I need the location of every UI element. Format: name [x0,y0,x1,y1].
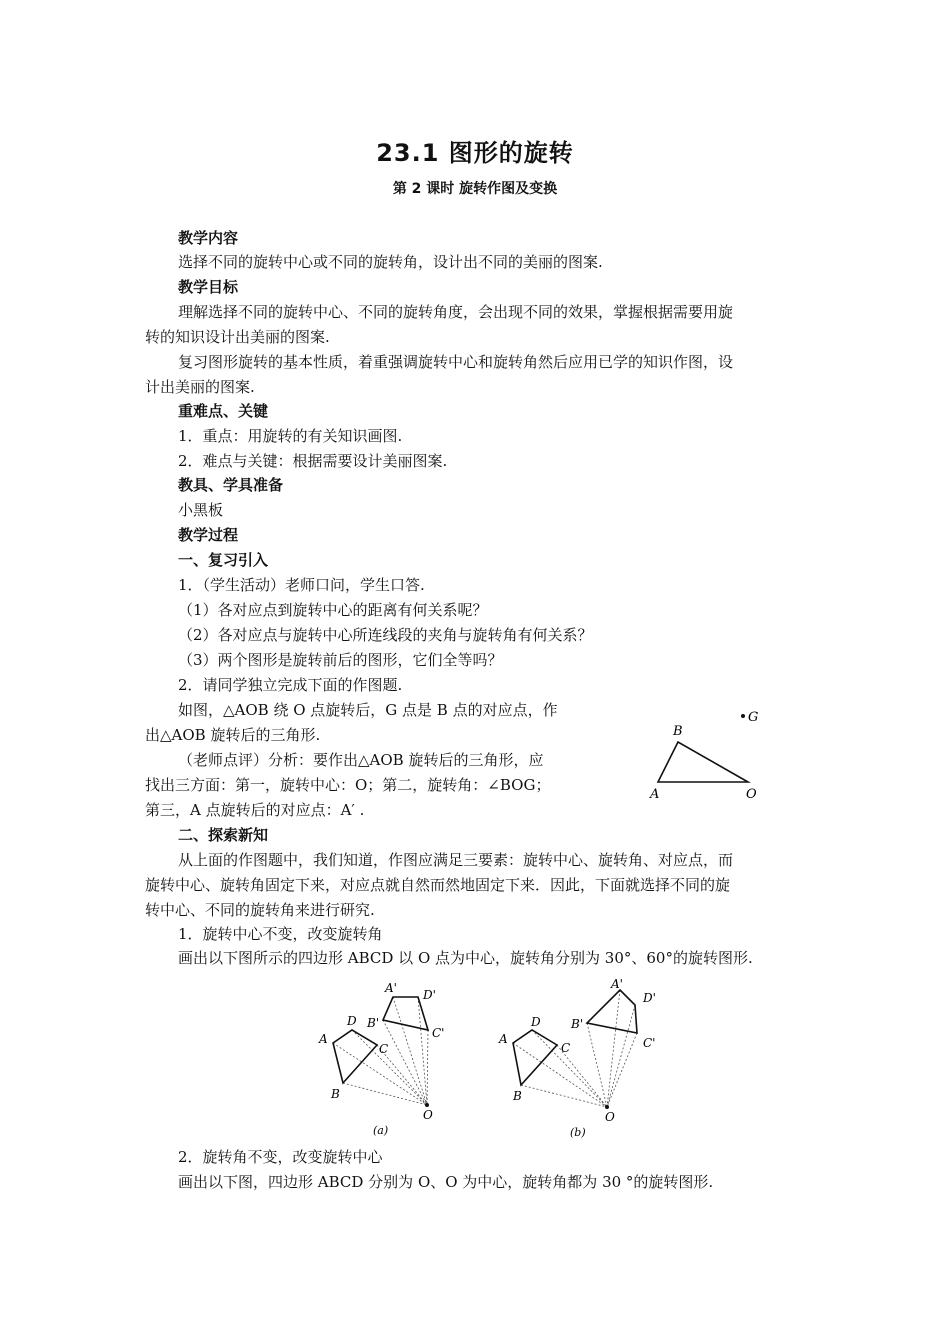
page-title: 23.1 图形的旋转 [376,139,574,167]
paragraph-line: 计出美丽的图案. [145,378,255,396]
label-b: B [513,1089,522,1103]
paragraph-line: （3）两个图形是旋转前后的图形，它们全等吗？ [178,651,503,669]
rotation-figure-b [495,975,665,1140]
paragraph-line: 2．旋转角不变，改变旋转中心 [178,1148,383,1166]
label-a-prime: A' [611,977,623,991]
quadrilateral-rotated [587,990,637,1033]
label-o: O [423,1108,433,1122]
caption-b: (b) [570,1126,586,1139]
paragraph-line: 2．难点与关键：根据需要设计美丽图案. [178,452,448,470]
label-g: G [748,710,759,725]
label-d: D [347,1014,357,1028]
heading-review: 一、复习引入 [178,551,269,569]
label-c-prime: C' [432,1026,445,1040]
label-b: B [673,724,683,739]
paragraph-line: 小黑板 [178,501,224,519]
paragraph-line: （1）各对应点到旋转中心的距离有何关系呢？ [178,601,488,619]
paragraph-line: 复习图形旋转的基本性质，着重强调旋转中心和旋转角然后应用已学的知识作图，设 [178,353,734,371]
point-o [605,1105,609,1109]
quadrilateral-abcd [333,1030,377,1083]
paragraph-line: 1．重点：用旋转的有关知识画图. [178,427,403,445]
paragraph-line: （2）各对应点与旋转中心所连线段的夹角与旋转角有何关系？ [178,626,593,644]
point-g [741,714,745,718]
label-c-prime: C' [643,1036,656,1050]
paragraph-line: 1．旋转中心不变，改变旋转角 [178,925,383,943]
paragraph-line: 如图，△AOB 绕 O 点旋转后，G 点是 B 点的对应点，作 [178,701,558,719]
paragraph-line: 从上面的作图题中，我们知道，作图应满足三要素：旋转中心、旋转角、对应点，而 [178,851,734,869]
label-o: O [746,787,757,802]
page-subtitle: 第 2 课时 旋转作图及变换 [392,181,558,197]
paragraph-line: 1．（学生活动）老师口问，学生口答. [178,576,425,594]
rotation-figure-a [315,975,465,1140]
paragraph-line: 选择不同的旋转中心或不同的旋转角，设计出不同的美丽的图案. [178,253,603,271]
paragraph-line: 画出以下图所示的四边形 ABCD 以 O 点为中心，旋转角分别为 30°、60°的旋转图形. [178,949,753,967]
heading-process: 教学过程 [178,526,239,544]
quadrilateral-rotated [383,997,428,1030]
label-d: D [531,1015,541,1029]
caption-a: (a) [373,1124,389,1137]
label-d-prime: D' [423,988,436,1002]
triangle-aob [658,742,748,782]
label-b: B [331,1087,340,1101]
label-o: O [605,1110,615,1124]
heading-explore: 二、探索新知 [178,826,269,844]
paragraph-line: 出△AOB 旋转后的三角形. [145,726,321,744]
label-c: C [561,1041,571,1055]
heading-key-points: 重难点、关键 [178,402,269,420]
point-o [425,1103,429,1107]
paragraph-line: 找出三方面：第一，旋转中心：O；第二，旋转角：∠BOG； [145,776,551,794]
paragraph-line: 转的知识设计出美丽的图案. [145,328,330,346]
heading-materials: 教具、学具准备 [178,476,284,494]
paragraph-line: 2．请同学独立完成下面的作图题. [178,676,403,694]
heading-content: 教学内容 [178,229,239,247]
quadrilateral-abcd [513,1030,557,1085]
label-c: C [379,1042,389,1056]
triangle-aob-figure [640,700,780,805]
label-a: A [319,1032,328,1046]
label-d-prime: D' [643,991,656,1005]
heading-goals: 教学目标 [178,278,239,296]
paragraph-line: 画出以下图，四边形 ABCD 分别为 O、O 为中心，旋转角都为 30 °的旋转图形. [178,1173,714,1191]
paragraph-line: 第三，A 点旋转后的对应点：A′ . [145,801,365,819]
label-b-prime: B' [571,1017,584,1031]
label-a: A [499,1032,508,1046]
label-a: A [650,787,660,802]
dotted-guides [513,990,637,1107]
label-b-prime: B' [367,1016,380,1030]
paragraph-line: 理解选择不同的旋转中心、不同的旋转角度，会出现不同的效果，掌握根据需要用旋 [178,303,734,321]
paragraph-line: 旋转中心、旋转角固定下来，对应点就自然而然地固定下来．因此，下面就选择不同的旋 [145,876,731,894]
paragraph-line: 转中心、不同的旋转角来进行研究. [145,901,375,919]
paragraph-line: （老师点评）分析：要作出△AOB 旋转后的三角形，应 [178,751,544,769]
label-a-prime: A' [385,981,397,995]
